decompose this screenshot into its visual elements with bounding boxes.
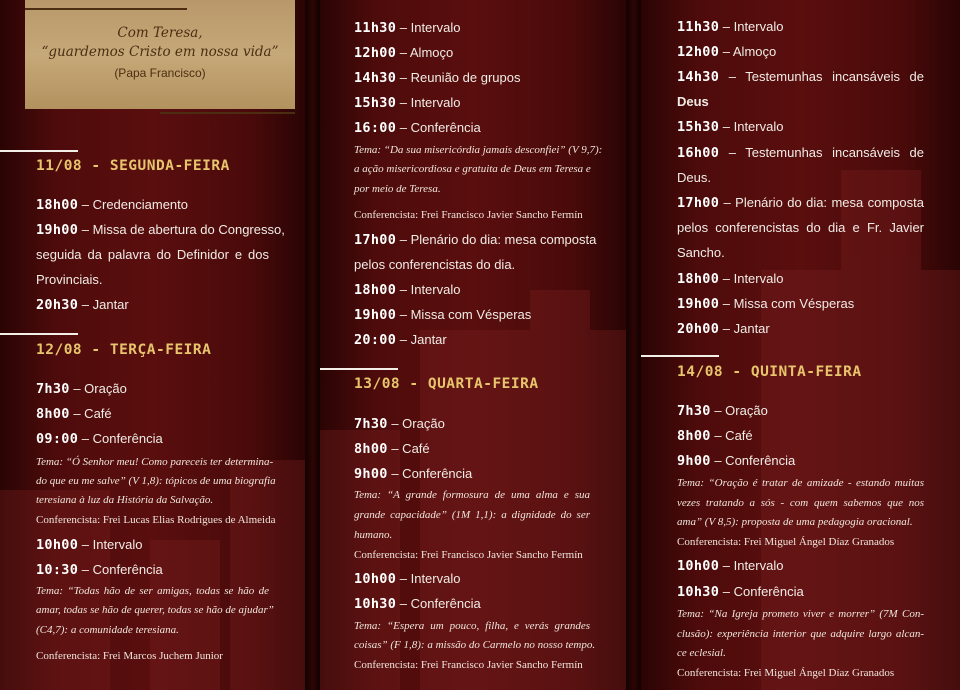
theme-line: amar, todas se hão de querer, todas se hão de ajudar”	[36, 604, 274, 616]
schedule-item-cont: pelos conferencistas do dia.	[354, 257, 516, 272]
schedule-item: 9h00 – Conferência	[354, 466, 473, 482]
schedule-item: 12h00 – Almoço	[677, 44, 777, 60]
schedule-item-cont: seguida da palavra do Definidor e dos	[36, 247, 269, 262]
schedule-column-1	[0, 0, 305, 690]
quote-top-rule	[25, 8, 187, 10]
schedule-item-cont: Deus	[677, 94, 709, 109]
speaker-line: Conferencista: Frei Francisco Javier Sancho Fermín	[354, 209, 583, 221]
schedule-item: 15h30 – Intervalo	[354, 95, 461, 111]
theme-line: Tema: “Na Igreja prometo viver e morrer” (7M Con-	[677, 608, 924, 620]
quote-line-1: Com Teresa,	[117, 25, 203, 41]
theme-line: por meio de Teresa.	[354, 183, 441, 195]
schedule-item: 8h00 – Café	[36, 406, 112, 422]
theme-line: Tema: “Todas hão de ser amigas, todas se hão de	[36, 585, 269, 597]
schedule-item: 09:00 – Conferência	[36, 431, 163, 447]
schedule-item: 10h00 – Intervalo	[677, 558, 784, 574]
schedule-item-cont: pelos conferencistas do dia e Fr. Javier	[677, 220, 924, 235]
schedule-item: 18h00 – Intervalo	[354, 282, 461, 298]
schedule-item: 20h00 – Jantar	[677, 321, 770, 337]
column-divider	[305, 0, 320, 690]
speaker-line: Conferencista: Frei Marcos Juchem Junior	[36, 650, 223, 662]
speaker-line: Conferencista: Frei Francisco Javier Sancho Fermín	[354, 549, 583, 561]
theme-line: a ação misericordiosa e gratuita de Deus em Teresa e	[354, 163, 591, 175]
theme-line: ama” (V 8,5): proposta de uma pedagogia oracional.	[677, 516, 913, 528]
schedule-item-cont: Provinciais.	[36, 272, 103, 287]
schedule-column-2	[320, 0, 626, 690]
schedule-item: 16h00 – Testemunhas incansáveis de	[677, 145, 924, 161]
schedule-item: 10h30 – Conferência	[677, 584, 804, 600]
speaker-line: Conferencista: Frei Miguel Ángel Díaz Granados	[677, 667, 895, 679]
schedule-item: 16:00 – Conferência	[354, 120, 481, 136]
schedule-item: 14h30 – Testemunhas incansáveis de	[677, 69, 924, 85]
schedule-item: 10:30 – Conferência	[36, 562, 163, 578]
section-rule	[641, 355, 719, 357]
schedule-item: 19h00 – Missa com Vésperas	[354, 307, 532, 323]
schedule-item: 12h00 – Almoço	[354, 45, 454, 61]
schedule-item: 18h00 – Credenciamento	[36, 197, 188, 213]
theme-line: teresiana à luz da História da Salvação.	[36, 494, 214, 506]
section-rule	[0, 150, 78, 152]
day-heading: 13/08 - QUARTA-FEIRA	[354, 376, 539, 392]
schedule-item: 10h00 – Intervalo	[36, 537, 143, 553]
schedule-item: 19h00 – Missa de abertura do Congresso,	[36, 222, 285, 238]
schedule-item: 7h30 – Oração	[354, 416, 445, 432]
theme-line: vezes tratando a sós - com quem sabemos que nos	[677, 497, 924, 509]
speaker-line: Conferencista: Frei Miguel Ángel Díaz Granados	[677, 536, 895, 548]
speaker-line: Conferencista: Frei Lucas Elias Rodrigues de Almeida	[36, 514, 276, 526]
theme-line: grande capacidade” (1M 1,1): a dignidade do ser	[354, 509, 590, 521]
schedule-item: 19h00 – Missa com Vésperas	[677, 296, 855, 312]
theme-line: humano.	[354, 529, 393, 541]
theme-line: Tema: “Ó Senhor meu! Como pareceis ter determina-	[36, 456, 274, 468]
schedule-item: 20:00 – Jantar	[354, 332, 447, 348]
theme-line: Tema: “A grande formosura de uma alma e sua	[354, 489, 590, 501]
schedule-item: 17h00 – Plenário do dia: mesa composta	[354, 232, 597, 248]
quote-box	[25, 0, 295, 109]
theme-line: ce eclesial.	[677, 647, 726, 659]
day-heading: 12/08 - TERÇA-FEIRA	[36, 342, 212, 358]
section-rule	[0, 333, 78, 335]
quote-bottom-rule	[160, 112, 295, 114]
schedule-item: 10h00 – Intervalo	[354, 571, 461, 587]
section-rule	[320, 368, 398, 370]
quote-line-2: “guardemos Cristo em nossa vida”	[41, 44, 279, 60]
day-heading: 11/08 - SEGUNDA-FEIRA	[36, 158, 230, 174]
schedule-item: 9h00 – Conferência	[677, 453, 796, 469]
schedule-item: 18h00 – Intervalo	[677, 271, 784, 287]
theme-line: (C4,7): a comunidade teresiana.	[36, 624, 179, 636]
schedule-item: 14h30 – Reunião de grupos	[354, 70, 521, 86]
schedule-item: 11h30 – Intervalo	[677, 19, 784, 35]
quote-source: (Papa Francisco)	[114, 66, 206, 80]
schedule-item: 17h00 – Plenário do dia: mesa composta	[677, 195, 924, 211]
schedule-item: 20h30 – Jantar	[36, 297, 129, 313]
theme-line: clusão): experiência interior que adquire largo alcan-	[677, 628, 924, 640]
schedule-item: 8h00 – Café	[354, 441, 430, 457]
theme-line: Tema: “Oração é tratar de amizade - estando muitas	[677, 477, 924, 489]
schedule-item: 15h30 – Intervalo	[677, 119, 784, 135]
theme-line: Tema: “Da sua misericórdia jamais desconfiei” (V 9,7):	[354, 144, 603, 156]
schedule-item: 7h30 – Oração	[677, 403, 768, 419]
theme-line: Tema: “Espera um pouco, filha, e verás grandes	[354, 620, 590, 632]
theme-line: do que eu me salve” (V 1,8): tópicos de uma biografia	[36, 475, 276, 487]
schedule-item: 7h30 – Oração	[36, 381, 127, 397]
schedule-column-3	[641, 0, 960, 690]
theme-line: coisas” (F 1,8): a missão do Carmelo no nosso tempo.	[354, 639, 596, 651]
day-heading: 14/08 - QUINTA-FEIRA	[677, 364, 862, 380]
schedule-item-cont: Sancho.	[677, 245, 725, 260]
schedule-item-cont: Deus.	[677, 170, 711, 185]
schedule-item: 11h30 – Intervalo	[354, 20, 461, 36]
speaker-line: Conferencista: Frei Francisco Javier Sancho Fermín	[354, 659, 583, 671]
column-divider	[626, 0, 641, 690]
schedule-item: 10h30 – Conferência	[354, 596, 481, 612]
schedule-item: 8h00 – Café	[677, 428, 753, 444]
